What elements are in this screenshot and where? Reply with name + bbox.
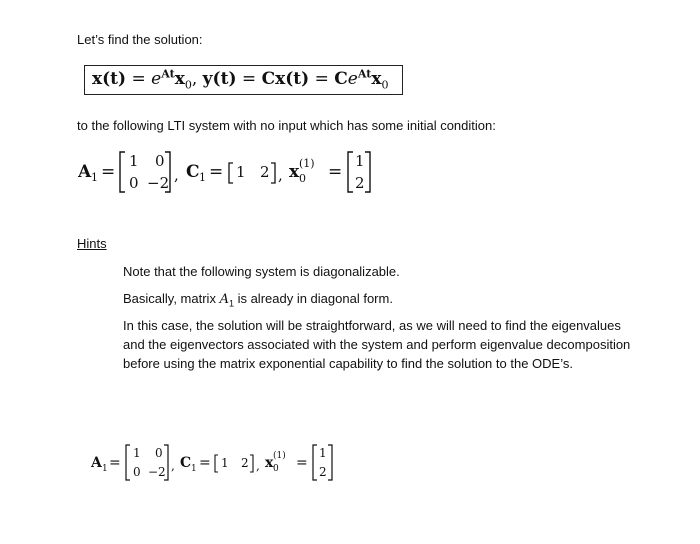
svg-text:(1): (1)	[273, 451, 286, 461]
x1: 1	[355, 152, 365, 170]
svg-text:1: 1	[221, 456, 229, 470]
x-label: x	[289, 162, 300, 182]
svg-text:−2: −2	[148, 465, 166, 479]
svg-text:0: 0	[273, 464, 279, 474]
c2: 2	[260, 163, 270, 181]
bracket-left-a	[120, 152, 125, 192]
bracket-left-c	[229, 163, 233, 183]
svg-text:,: ,	[171, 459, 175, 473]
a22: −2	[147, 174, 170, 192]
svg-text:1: 1	[319, 446, 327, 460]
svg-text:=: =	[109, 455, 121, 471]
c1: 1	[236, 163, 246, 181]
matrix-equation-small	[91, 440, 391, 486]
svg-text:1: 1	[133, 446, 141, 460]
svg-text:0: 0	[133, 465, 141, 479]
c-label: C	[186, 162, 200, 182]
a21: 0	[129, 174, 139, 192]
comma-2: ,	[278, 166, 283, 184]
bracket-right-x	[365, 152, 370, 192]
a-sub: 1	[91, 171, 98, 184]
svg-text:2: 2	[319, 465, 327, 479]
hints-title: Hints	[77, 236, 107, 251]
hint-paragraph-3	[123, 316, 630, 373]
equals-3: =	[328, 162, 343, 182]
equals-2: =	[209, 162, 224, 182]
comma-1: ,	[174, 166, 179, 184]
a11: 1	[129, 152, 139, 170]
x-sub: 0	[299, 172, 306, 185]
hint-p3-line: In this case, the solution will be straightforward, as we will need to find the eigenvalues	[123, 318, 621, 333]
boxed-equation	[84, 65, 403, 95]
svg-text:1: 1	[191, 464, 197, 474]
hint-p3-line: before using the matrix exponential capability to find the solution to the ODE’s.	[123, 356, 573, 371]
svg-text:=: =	[199, 455, 211, 471]
x-sup: (1)	[299, 157, 315, 170]
svg-text:A: A	[91, 455, 102, 471]
svg-text:C: C	[180, 455, 192, 471]
a-label: A	[78, 162, 92, 182]
hint-line-2: Basically, matrix $A_1$ is already in diagonal form.	[123, 291, 393, 309]
matrix-equation-large	[78, 146, 418, 196]
bracket-right-c	[271, 163, 275, 183]
c-sub: 1	[199, 171, 206, 184]
svg-text:2: 2	[241, 456, 249, 470]
svg-text:,: ,	[256, 459, 260, 473]
equation-content: $x(t) = e^{At}x_0$, $y(t) = Cx(t) = Ce^{At}x_0$	[92, 67, 389, 92]
hint-line-1: Note that the following system is diagonalizable.	[123, 264, 400, 279]
svg-text:1: 1	[102, 464, 108, 474]
x2: 2	[355, 174, 365, 192]
bracket-left-x	[348, 152, 353, 192]
svg-text:=: =	[296, 455, 308, 471]
hint-p3-line: and the eigenvectors associated with the system and perform eigenvalue decomposition	[123, 337, 631, 352]
svg-text:0: 0	[155, 446, 163, 460]
equals-1: =	[101, 162, 116, 182]
a12: 0	[155, 152, 165, 170]
svg-text:x: x	[265, 455, 274, 471]
system-description: to the following LTI system with no input which has some initial condition:	[77, 118, 496, 133]
intro-text: Let’s find the solution:	[77, 32, 203, 47]
